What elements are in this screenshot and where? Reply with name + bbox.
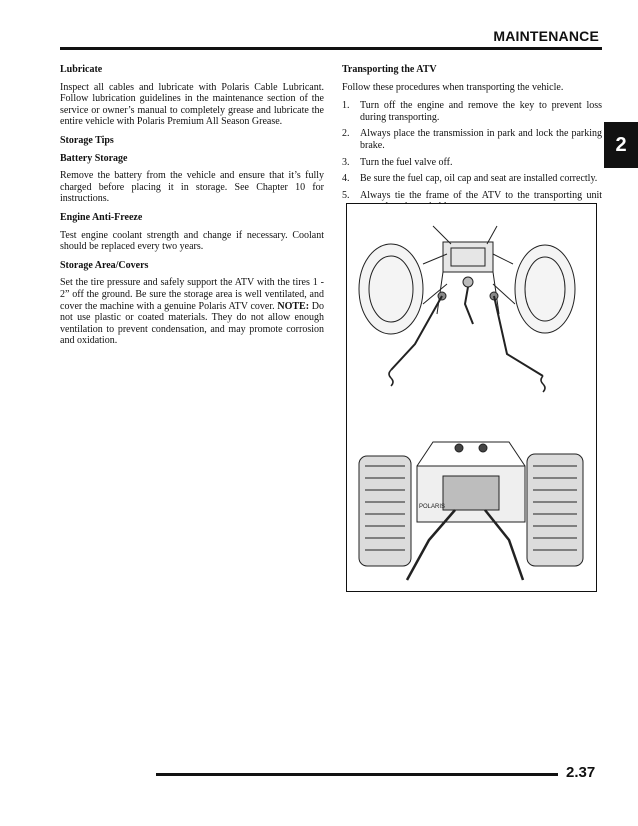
page-number: 2.37 [566,764,596,781]
atv-front-view [359,226,575,334]
storage-area-text-b: Do not use plastic or coated materials. They do not allow enough ventilation to prevent condensation, and may promote corrosion and oxidation. [60,300,324,347]
step-text: Always tie the frame of the ATV to the transporting unit [360,189,602,201]
transporting-intro: Follow these procedures when transporting the vehicle. [342,81,564,93]
step-number: 1. [342,100,350,112]
battery-storage-heading: Battery Storage [60,152,128,164]
atv-tie-down-illustration [347,204,596,591]
step-number: 3. [342,156,350,168]
anti-freeze-heading: Engine Anti-Freeze [60,211,143,223]
note-label: NOTE: [277,300,310,312]
battery-storage-body: Remove the battery from the vehicle and ensure that it’s fully charged before placing it in storage. See Chapter 10 for instructions. [60,170,324,205]
transport-step [342,157,602,169]
lubricate-heading: Lubricate [60,64,103,75]
footer-rule [156,773,558,776]
step-number: 4. [342,173,350,185]
step-text: Turn off the engine and remove the key to prevent loss during transporting. [360,100,602,123]
storage-area-heading: Storage Area/Covers [60,259,149,271]
header-rule [60,47,602,50]
storage-tips-heading: Storage Tips [60,134,114,146]
step-text: Turn the fuel valve off. [360,156,453,168]
atv-rear-view [359,442,583,566]
step-text: Be sure the fuel cap, oil cap and seat are installed correctly. [360,173,598,185]
storage-area-text-a: Set the tire pressure and safely support the ATV with the tires 1 - 2” off the ground. Be sure the storage area is well ventilated, and cover the machine with a genuine Polaris ATV cover. [60,277,324,312]
step-number: 5. [342,189,350,201]
anti-freeze-body: Test engine coolant strength and change if necessary. Coolant should be replaced every two years. [60,229,324,253]
transporting-heading: Transporting the ATV [342,64,437,75]
step-number: 2. [342,128,350,140]
right-column [342,64,602,218]
atv-tie-down-figure [346,203,597,592]
tie-down-anchors-front [389,370,545,392]
transport-step [342,100,602,123]
page-header-title: MAINTENANCE [493,28,599,44]
lubricate-body: Inspect all cables and lubricate with Polaris Cable Lubricant. Follow lubrication guidelines in the maintenance section of the service or owner’s manual to completely grease and lubricate the entire vehicle with Polaris Premium All Season Grease. [60,81,324,128]
step-text: Always place the transmission in park and lock the parking brake. [360,128,602,151]
transport-steps-list [342,100,602,213]
chapter-tab: 2 [604,122,638,168]
transport-step [342,128,602,151]
transport-step [342,173,602,185]
left-column [60,64,324,354]
storage-area-body [60,277,324,347]
polaris-decal: POLARIS [419,504,446,510]
